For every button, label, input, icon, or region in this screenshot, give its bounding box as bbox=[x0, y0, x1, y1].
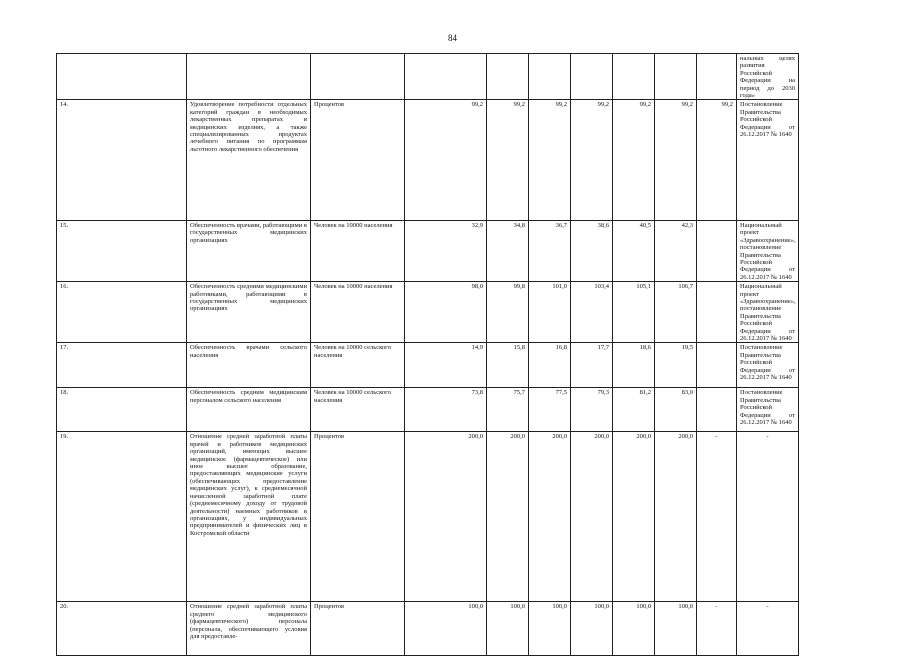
cell-value: 200,0 bbox=[571, 432, 613, 602]
cell-value: 200,0 bbox=[613, 432, 655, 602]
cell-doc: Национальный проект «Здравоохранение», постановление Правительства Российской Федерации от 26.12.2017 № 1640 bbox=[737, 220, 799, 281]
cell-doc: - bbox=[737, 602, 799, 656]
cell-value: 100,0 bbox=[487, 602, 529, 656]
cell-value: 73,8 bbox=[405, 388, 487, 432]
cell-value: 99,2 bbox=[529, 100, 571, 221]
cell-value: 200,0 bbox=[529, 432, 571, 602]
cell-unit: Процентов bbox=[311, 432, 405, 602]
cell-value: 200,0 bbox=[487, 432, 529, 602]
cell-value bbox=[697, 282, 737, 343]
cell-unit: Человек на 10000 населения bbox=[311, 220, 405, 281]
cell-value: 100,0 bbox=[655, 602, 697, 656]
cell-value bbox=[697, 220, 737, 281]
cell-value: 38,6 bbox=[571, 220, 613, 281]
cell-unit: Человек на 10000 сельского населения bbox=[311, 343, 405, 388]
cell-indicator: Обеспеченность средним медицинским персоналом сельского населения bbox=[187, 388, 311, 432]
cell-num bbox=[57, 54, 187, 100]
cell-value: 32,9 bbox=[405, 220, 487, 281]
cell-doc: - bbox=[737, 432, 799, 602]
cell-indicator: Обеспеченность врачами, работающими в государственных медицинских организациях bbox=[187, 220, 311, 281]
cell-doc: Национальный проект «Здравоохранение», постановление Правительства Российской Федерации от 26.12.2017 № 1640 bbox=[737, 282, 799, 343]
page-number: 84 bbox=[448, 33, 457, 43]
cell-num: 14. bbox=[57, 100, 187, 221]
cell-value: 100,0 bbox=[529, 602, 571, 656]
table-row bbox=[57, 54, 869, 100]
cell-value: 83,0 bbox=[655, 388, 697, 432]
cell-value: 18,6 bbox=[613, 343, 655, 388]
cell-indicator: Отношение средней заработной платы среднего медицинского (фармацевтического) персонала (персонала, обеспечивающего условия для предоставле- bbox=[187, 602, 311, 656]
cell-indicator: Удовлетворение потребности отдельных категорий граждан в необходимых лекарственных препаратах и медицинских изделиях, а также специализированных продуктах лечебного питания по программам льготного лекарственного обеспечения bbox=[187, 100, 311, 221]
cell-num: 18. bbox=[57, 388, 187, 432]
cell-value: 99,2 bbox=[697, 100, 737, 221]
cell-value: 81,2 bbox=[613, 388, 655, 432]
cell-num: 15. bbox=[57, 220, 187, 281]
cell-value: 200,0 bbox=[655, 432, 697, 602]
table-row bbox=[57, 388, 869, 432]
cell-value: 17,7 bbox=[571, 343, 613, 388]
cell-value: 99,8 bbox=[487, 282, 529, 343]
table-row bbox=[57, 220, 869, 281]
table-row bbox=[57, 100, 869, 221]
cell-value: 200,0 bbox=[405, 432, 487, 602]
cell-num: 17. bbox=[57, 343, 187, 388]
cell-unit bbox=[311, 54, 405, 100]
cell-indicator: Отношение средней заработной платы врачей и работников медицинских организаций, имеющих высшее медицинское (фармацевтическое) или иное высшее образование, предоставляющих медицинские услуги (обеспечивающих предоставление медицинских услуг), к среднемесячной начисленной заработной плате (среднемесячному доходу от трудовой деятельности) наемных работников в организациях, у индивидуальных предпринимателей и физических лиц в Костромской области bbox=[187, 432, 311, 602]
cell-value: 99,2 bbox=[655, 100, 697, 221]
cell-value: 106,7 bbox=[655, 282, 697, 343]
cell-value: 40,5 bbox=[613, 220, 655, 281]
cell-value: 99,2 bbox=[405, 100, 487, 221]
cell-value: 100,0 bbox=[571, 602, 613, 656]
table-row bbox=[57, 602, 869, 656]
cell-value: 19,5 bbox=[655, 343, 697, 388]
cell-unit: Процентов bbox=[311, 602, 405, 656]
cell-value bbox=[697, 343, 737, 388]
cell-value: 99,2 bbox=[487, 100, 529, 221]
cell-value: 34,8 bbox=[487, 220, 529, 281]
cell-value: - bbox=[697, 432, 737, 602]
cell-num: 16. bbox=[57, 282, 187, 343]
cell-value: 100,0 bbox=[613, 602, 655, 656]
cell-unit: Человек на 10000 населения bbox=[311, 282, 405, 343]
cell-value bbox=[697, 388, 737, 432]
cell-indicator: Обеспеченность средними медицинскими работниками, работающими в государственных медицинских организациях bbox=[187, 282, 311, 343]
cell-value: 15,8 bbox=[487, 343, 529, 388]
cell-value: 98,0 bbox=[405, 282, 487, 343]
cell-value: 101,0 bbox=[529, 282, 571, 343]
cell-value: 79,3 bbox=[571, 388, 613, 432]
cell-value: 105,1 bbox=[613, 282, 655, 343]
cell-value: 99,2 bbox=[571, 100, 613, 221]
cell-indicator: Обеспеченность врачами сельского населения bbox=[187, 343, 311, 388]
cell-value: 103,4 bbox=[571, 282, 613, 343]
cell-unit: Процентов bbox=[311, 100, 405, 221]
cell-value: 100,0 bbox=[405, 602, 487, 656]
cell-doc: Постановление Правительства Российской Федерации от 26.12.2017 № 1640 bbox=[737, 100, 799, 221]
indicators-table bbox=[56, 53, 869, 656]
cell-num: 20. bbox=[57, 602, 187, 656]
cell-value: 77,5 bbox=[529, 388, 571, 432]
cell-value: 99,2 bbox=[613, 100, 655, 221]
cell-value: - bbox=[697, 602, 737, 656]
cell-value: 42,3 bbox=[655, 220, 697, 281]
cell-indicator bbox=[187, 54, 311, 100]
cell-num: 19. bbox=[57, 432, 187, 602]
cell-value: 36,7 bbox=[529, 220, 571, 281]
table-row bbox=[57, 432, 869, 602]
cell-value: 16,8 bbox=[529, 343, 571, 388]
cell-value: 75,7 bbox=[487, 388, 529, 432]
table-row bbox=[57, 343, 869, 388]
cell-doc: нальных целях развития Российской Федерации на период до 2030 года» bbox=[737, 54, 799, 100]
cell-doc: Постановление Правительства Российской Федерации от 26.12.2017 № 1640 bbox=[737, 343, 799, 388]
cell-doc: Постановление Правительства Российской Федерации от 26.12.2017 № 1640 bbox=[737, 388, 799, 432]
cell-value: 14,9 bbox=[405, 343, 487, 388]
cell-unit: Человек на 10000 сельского населения bbox=[311, 388, 405, 432]
table-row bbox=[57, 282, 869, 343]
